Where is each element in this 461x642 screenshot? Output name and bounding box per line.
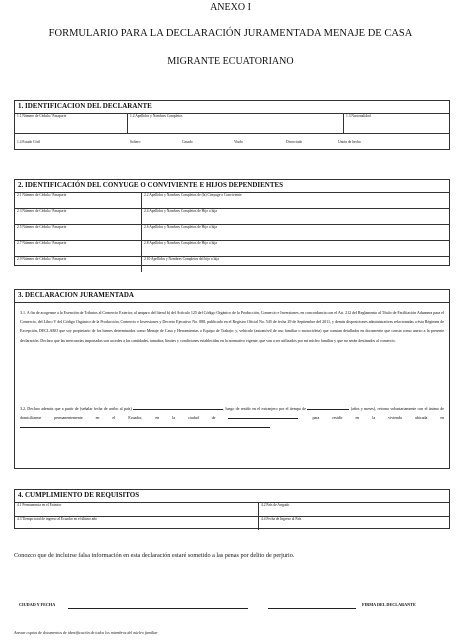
form-subtitle: MIGRANTE ECUATORIANO: [167, 56, 294, 67]
time-abroad-blank[interactable]: [307, 404, 349, 410]
form-title: FORMULARIO PARA LA DECLARACIÓN JURAMENTADA MENAJE DE CASA: [48, 28, 413, 39]
field-1-3-nationality[interactable]: 1.3 Nacionalidad: [346, 114, 371, 118]
field-4-1[interactable]: 4.1 Permanencia en el Exterior: [15, 503, 259, 516]
annex-note: Anexar copias de documentos de identificación de todos los miembros del núcleo familiar: [14, 630, 158, 635]
field-2-8[interactable]: 2.8 Apellidos y Nombres Completos de Hijo o hija: [144, 241, 217, 245]
field-2-9[interactable]: 2.9 Número de Cédula / Pasaporte: [15, 257, 142, 272]
section-dependents: [14, 179, 450, 266]
section-sworn-declaration: [14, 289, 450, 469]
signature-line[interactable]: [268, 608, 356, 609]
address-blank[interactable]: [20, 422, 270, 428]
city-date-label: CIUDAD Y FECHA: [19, 602, 56, 607]
p32-part-b: , luego de residir en el extranjero por el tiempo de: [223, 406, 307, 411]
field-1-1-id[interactable]: 1.1 Número de Cédula / Pasaporte: [15, 114, 128, 133]
field-2-4[interactable]: 2.4 Apellidos y Nombres Completos de Hijo o hija: [144, 209, 217, 213]
field-2-7[interactable]: 2.7 Número de Cédula / Pasaporte: [15, 241, 142, 256]
field-4-3[interactable]: 4.3 Tiempo total de ingreso al Ecuador en el último año: [15, 517, 259, 530]
field-2-3[interactable]: 2.3 Número de Cédula / Pasaporte: [15, 209, 142, 224]
option-divorciado[interactable]: Divorciado: [286, 140, 303, 145]
section-2-title: 2. IDENTIFICACIÓN DEL CONYUGE O CONVIVIENTE E HIJOS DEPENDIENTES: [15, 180, 449, 193]
section-1-title: 1. IDENTIFICACION DEL DECLARANTE: [15, 101, 449, 114]
annex-label: ANEXO I: [210, 2, 251, 13]
p32-part-d: , para residir en la vivienda ubicada en: [298, 415, 445, 421]
paragraph-3-2: [20, 404, 444, 432]
option-soltero[interactable]: Soltero: [130, 140, 141, 145]
option-union-de-hecho[interactable]: Unión de hecho: [338, 140, 361, 145]
field-1-2-label: 1.2 Apellidos y Nombres Completos: [130, 114, 183, 118]
p32-part-a: 3.2. Declaro además que a partir de (señalar fecha de arribo al país): [20, 406, 132, 411]
p32-part-c: (años y meses), retorno voluntariamente con el ánimo de domiciliarme permanentemente en el Ecuador, en la ciudad de: [20, 406, 444, 421]
field-4-4[interactable]: 4.4 Fecha de Ingreso al País: [261, 517, 302, 521]
field-2-1[interactable]: 2.1 Número de Cédula / Pasaporte: [15, 193, 142, 208]
arrival-date-blank[interactable]: [133, 404, 223, 410]
field-2-2[interactable]: 2.2 Apellidos y Nombres Completos de (la) Cónyuge o Conviviente: [144, 193, 242, 197]
field-1-4-civil-status: 1.4 Estado Civil: [17, 140, 41, 145]
perjury-statement: Conozco que de incluirse falsa información en esta declaración estaré sometido a las penas por delito de perjurio.: [14, 552, 295, 559]
field-4-2[interactable]: 4.2 País de Arrgado: [261, 503, 290, 507]
city-date-line[interactable]: [68, 608, 248, 609]
option-casado[interactable]: Casado: [182, 140, 193, 145]
signature-label: FIRMA DEL DECLARANTE: [362, 602, 416, 607]
field-1-2-names[interactable]: [128, 114, 344, 133]
city-blank[interactable]: [228, 413, 298, 419]
paragraph-3-1: 3.1. A fin de acogerme a la Exención de Tributos al Comercio Exterior, al amparo del literal b) del Artículo 125 del Código Orgánico de la Producción, Comercio e Inversiones, en concordancia con el Art. 212 del Reglamento al Título de Facilitación Aduanera para el Comercio, del Libro V del Código Orgánico de la Producción, Comercio e Inversiones y Decreto Ejecutivo No. 888, publicado en el Registro Oficial No. 545 de fecha 29 de Septiembre del 2011, y demás disposiciones administrativas relacionadas a ésta Régimen de Excepción, DECLARO que soy propietario de los bienes determinados como Menaje de Casa y Herramientas o Equipo de Trabajo; y, vehículo (automóvil de uso familiar o motocicleta) que constan detallados en documento que consta como anexo a la presente declaración. Declaro que las mercancías importadas son acordes a las cantidades, tamaños, límites y condiciones establecidas en la normativa vigente, que van a ser utilizados por mi núcleo familiar y que no serán destinados al comercio.: [20, 310, 444, 343]
section-3-title: 3. DECLARACION JURAMENTADA: [15, 290, 449, 303]
section-requirements: [14, 489, 450, 529]
section-4-title: 4. CUMPLIMIENTO DE REQUISITOS: [15, 490, 449, 503]
option-viudo[interactable]: Viudo: [234, 140, 243, 145]
field-2-10[interactable]: 2.10 Apellidos y Nombres Completos del hijo o hija: [144, 257, 219, 261]
field-2-6[interactable]: 2.6 Apellidos y Nombres Completos de Hijo o hija: [144, 225, 217, 229]
field-2-5[interactable]: 2.5 Número de Cédula / Pasaporte: [15, 225, 142, 240]
section-declarant: [14, 100, 450, 150]
